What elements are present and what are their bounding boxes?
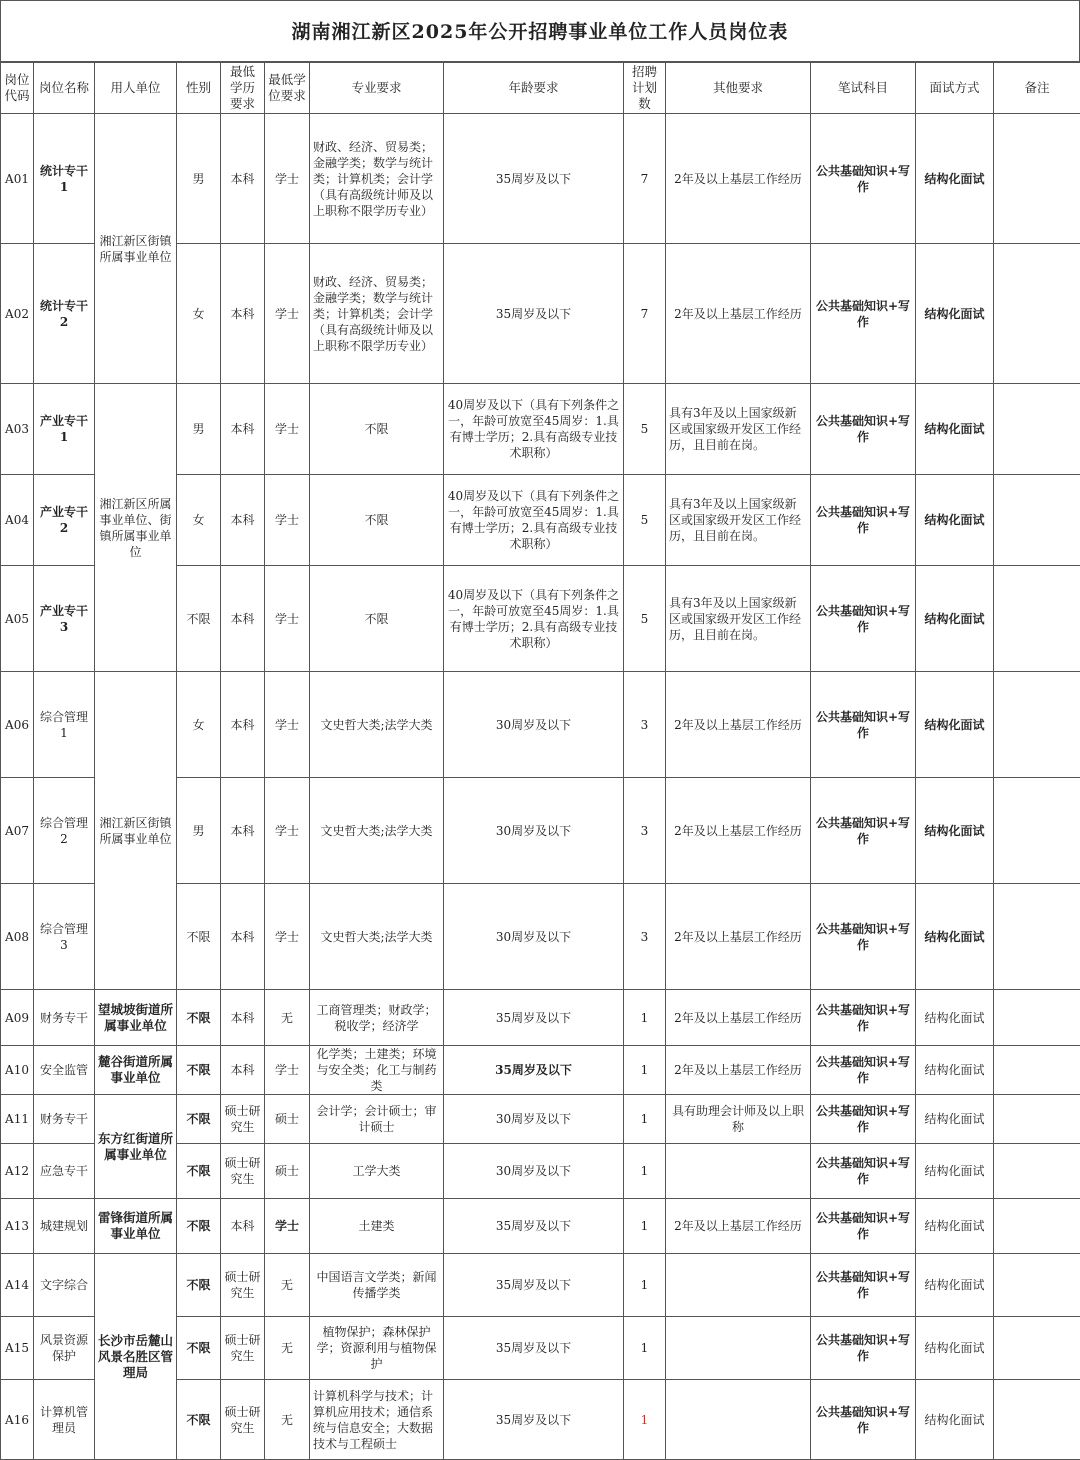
cell-degree: 学士 xyxy=(265,1199,310,1254)
cell-degree: 无 xyxy=(265,1254,310,1317)
cell-exam: 公共基础知识+写作 xyxy=(811,990,916,1046)
cell-edu: 本科 xyxy=(221,1199,265,1254)
cell-exam: 公共基础知识+写作 xyxy=(811,244,916,384)
cell-count: 3 xyxy=(624,884,666,990)
header-count: 招聘计划数 xyxy=(624,63,666,114)
cell-unit: 雷锋街道所属事业单位 xyxy=(95,1199,177,1254)
cell-code: A13 xyxy=(1,1199,34,1254)
cell-code: A05 xyxy=(1,566,34,672)
cell-interview: 结构化面试 xyxy=(916,475,994,566)
cell-major: 不限 xyxy=(310,475,444,566)
cell-exam: 公共基础知识+写作 xyxy=(811,1317,916,1380)
cell-exam: 公共基础知识+写作 xyxy=(811,1199,916,1254)
cell-count: 1 xyxy=(624,1317,666,1380)
cell-major: 植物保护；森林保护学；资源利用与植物保护 xyxy=(310,1317,444,1380)
cell-interview: 结构化面试 xyxy=(916,1317,994,1380)
cell-interview: 结构化面试 xyxy=(916,884,994,990)
cell-major: 财政、经济、贸易类；金融学类；数学与统计类；计算机类；会计学（具有高级统计师及以上职称不限学历专业） xyxy=(310,114,444,244)
cell-exam: 公共基础知识+写作 xyxy=(811,114,916,244)
cell-age: 35周岁及以下 xyxy=(444,1317,624,1380)
cell-edu: 本科 xyxy=(221,884,265,990)
cell-unit: 麓谷街道所属事业单位 xyxy=(95,1046,177,1095)
cell-code: A09 xyxy=(1,990,34,1046)
cell-note xyxy=(994,1046,1080,1095)
header-degree: 最低学位要求 xyxy=(265,63,310,114)
cell-gender: 男 xyxy=(177,778,221,884)
cell-count: 5 xyxy=(624,475,666,566)
cell-other: 2年及以上基层工作经历 xyxy=(666,672,811,778)
cell-code: A14 xyxy=(1,1254,34,1317)
cell-exam: 公共基础知识+写作 xyxy=(811,884,916,990)
cell-interview: 结构化面试 xyxy=(916,1046,994,1095)
cell-note xyxy=(994,1199,1080,1254)
cell-exam: 公共基础知识+写作 xyxy=(811,1144,916,1199)
cell-other: 2年及以上基层工作经历 xyxy=(666,244,811,384)
cell-edu: 本科 xyxy=(221,114,265,244)
cell-major: 财政、经济、贸易类；金融学类；数学与统计类；计算机类；会计学（具有高级统计师及以上职称不限学历专业） xyxy=(310,244,444,384)
cell-name: 统计专干2 xyxy=(34,244,95,384)
cell-interview: 结构化面试 xyxy=(916,1199,994,1254)
cell-edu: 本科 xyxy=(221,384,265,475)
cell-name: 综合管理1 xyxy=(34,672,95,778)
header-other: 其他要求 xyxy=(666,63,811,114)
cell-code: A01 xyxy=(1,114,34,244)
table-row xyxy=(1,1095,1080,1144)
cell-other xyxy=(666,1317,811,1380)
cell-unit: 望城坡街道所属事业单位 xyxy=(95,990,177,1046)
cell-major: 文史哲大类;法学大类 xyxy=(310,778,444,884)
cell-gender: 不限 xyxy=(177,1144,221,1199)
cell-degree: 学士 xyxy=(265,384,310,475)
cell-age: 35周岁及以下 xyxy=(444,1380,624,1460)
cell-degree: 学士 xyxy=(265,114,310,244)
cell-major: 计算机科学与技术；计算机应用技术；通信系统与信息安全；大数据技术与工程硕士 xyxy=(310,1380,444,1460)
header-row xyxy=(1,63,1080,114)
header-name: 岗位名称 xyxy=(34,63,95,114)
cell-note xyxy=(994,778,1080,884)
cell-count: 3 xyxy=(624,778,666,884)
cell-major: 工商管理类；财政学；税收学；经济学 xyxy=(310,990,444,1046)
cell-degree: 无 xyxy=(265,990,310,1046)
header-age: 年龄要求 xyxy=(444,63,624,114)
cell-edu: 硕士研究生 xyxy=(221,1144,265,1199)
cell-exam: 公共基础知识+写作 xyxy=(811,1380,916,1460)
cell-major: 化学类；土建类；环境与安全类；化工与制药类 xyxy=(310,1046,444,1095)
table-row xyxy=(1,114,1080,244)
cell-degree: 学士 xyxy=(265,672,310,778)
cell-gender: 女 xyxy=(177,475,221,566)
header-major: 专业要求 xyxy=(310,63,444,114)
cell-unit: 湘江新区街镇所属事业单位 xyxy=(95,114,177,384)
cell-name: 综合管理2 xyxy=(34,778,95,884)
cell-exam: 公共基础知识+写作 xyxy=(811,475,916,566)
cell-count: 5 xyxy=(624,384,666,475)
cell-note xyxy=(994,884,1080,990)
cell-name: 风景资源保护 xyxy=(34,1317,95,1380)
cell-name: 城建规划 xyxy=(34,1199,95,1254)
cell-age: 30周岁及以下 xyxy=(444,1144,624,1199)
cell-edu: 硕士研究生 xyxy=(221,1317,265,1380)
cell-note xyxy=(994,384,1080,475)
cell-code: A12 xyxy=(1,1144,34,1199)
cell-edu: 本科 xyxy=(221,1046,265,1095)
cell-count: 7 xyxy=(624,114,666,244)
cell-age: 40周岁及以下（具有下列条件之一，年龄可放宽至45周岁：1.具有博士学历；2.具有高级专业技术职称） xyxy=(444,384,624,475)
header-gender: 性别 xyxy=(177,63,221,114)
page-title: 湖南湘江新区2025年公开招聘事业单位工作人员岗位表 xyxy=(0,0,1080,62)
cell-degree: 学士 xyxy=(265,566,310,672)
cell-edu: 本科 xyxy=(221,566,265,672)
cell-name: 文字综合 xyxy=(34,1254,95,1317)
cell-major: 会计学；会计硕士；审计硕士 xyxy=(310,1095,444,1144)
table-row xyxy=(1,990,1080,1046)
cell-age: 35周岁及以下 xyxy=(444,1199,624,1254)
cell-major: 文史哲大类;法学大类 xyxy=(310,884,444,990)
cell-unit: 东方红街道所属事业单位 xyxy=(95,1095,177,1199)
cell-other xyxy=(666,1380,811,1460)
cell-exam: 公共基础知识+写作 xyxy=(811,1046,916,1095)
cell-gender: 女 xyxy=(177,672,221,778)
cell-code: A11 xyxy=(1,1095,34,1144)
cell-other: 具有3年及以上国家级新区或国家级开发区工作经历，且目前在岗。 xyxy=(666,475,811,566)
cell-edu: 本科 xyxy=(221,244,265,384)
cell-exam: 公共基础知识+写作 xyxy=(811,384,916,475)
cell-gender: 女 xyxy=(177,244,221,384)
cell-other: 具有3年及以上国家级新区或国家级开发区工作经历，且目前在岗。 xyxy=(666,566,811,672)
cell-count: 1 xyxy=(624,1380,666,1460)
cell-interview: 结构化面试 xyxy=(916,1095,994,1144)
cell-interview: 结构化面试 xyxy=(916,672,994,778)
cell-name: 财务专干 xyxy=(34,1095,95,1144)
cell-interview: 结构化面试 xyxy=(916,244,994,384)
cell-other xyxy=(666,1144,811,1199)
cell-code: A06 xyxy=(1,672,34,778)
cell-count: 1 xyxy=(624,990,666,1046)
cell-interview: 结构化面试 xyxy=(916,566,994,672)
table-row xyxy=(1,1254,1080,1317)
cell-major: 土建类 xyxy=(310,1199,444,1254)
cell-code: A10 xyxy=(1,1046,34,1095)
cell-edu: 硕士研究生 xyxy=(221,1254,265,1317)
cell-edu: 硕士研究生 xyxy=(221,1095,265,1144)
cell-code: A15 xyxy=(1,1317,34,1380)
cell-note xyxy=(994,244,1080,384)
cell-interview: 结构化面试 xyxy=(916,1380,994,1460)
cell-count: 7 xyxy=(624,244,666,384)
cell-gender: 不限 xyxy=(177,1095,221,1144)
cell-age: 35周岁及以下 xyxy=(444,1046,624,1095)
cell-gender: 不限 xyxy=(177,1380,221,1460)
cell-name: 计算机管理员 xyxy=(34,1380,95,1460)
cell-count: 5 xyxy=(624,566,666,672)
cell-major: 不限 xyxy=(310,566,444,672)
cell-name: 产业专干1 xyxy=(34,384,95,475)
cell-name: 统计专干1 xyxy=(34,114,95,244)
cell-age: 35周岁及以下 xyxy=(444,1254,624,1317)
cell-age: 35周岁及以下 xyxy=(444,114,624,244)
cell-gender: 男 xyxy=(177,384,221,475)
cell-note xyxy=(994,475,1080,566)
cell-age: 30周岁及以下 xyxy=(444,884,624,990)
cell-interview: 结构化面试 xyxy=(916,990,994,1046)
cell-note xyxy=(994,1317,1080,1380)
cell-other: 2年及以上基层工作经历 xyxy=(666,884,811,990)
cell-code: A04 xyxy=(1,475,34,566)
cell-edu: 硕士研究生 xyxy=(221,1380,265,1460)
cell-major: 文史哲大类;法学大类 xyxy=(310,672,444,778)
cell-major: 不限 xyxy=(310,384,444,475)
cell-unit: 湘江新区街镇所属事业单位 xyxy=(95,672,177,990)
cell-name: 财务专干 xyxy=(34,990,95,1046)
cell-other: 2年及以上基层工作经历 xyxy=(666,778,811,884)
cell-age: 35周岁及以下 xyxy=(444,990,624,1046)
cell-count: 1 xyxy=(624,1199,666,1254)
cell-note xyxy=(994,114,1080,244)
cell-note xyxy=(994,990,1080,1046)
cell-edu: 本科 xyxy=(221,990,265,1046)
header-edu: 最低学历要求 xyxy=(221,63,265,114)
cell-gender: 不限 xyxy=(177,1317,221,1380)
cell-exam: 公共基础知识+写作 xyxy=(811,1095,916,1144)
cell-name: 产业专干3 xyxy=(34,566,95,672)
cell-other xyxy=(666,1254,811,1317)
header-interview: 面试方式 xyxy=(916,63,994,114)
cell-degree: 学士 xyxy=(265,778,310,884)
cell-name: 安全监管 xyxy=(34,1046,95,1095)
cell-other: 2年及以上基层工作经历 xyxy=(666,1046,811,1095)
cell-other: 2年及以上基层工作经历 xyxy=(666,990,811,1046)
cell-gender: 不限 xyxy=(177,884,221,990)
cell-count: 1 xyxy=(624,1046,666,1095)
cell-age: 40周岁及以下（具有下列条件之一，年龄可放宽至45周岁：1.具有博士学历；2.具有高级专业技术职称） xyxy=(444,566,624,672)
cell-age: 40周岁及以下（具有下列条件之一，年龄可放宽至45周岁：1.具有博士学历；2.具有高级专业技术职称） xyxy=(444,475,624,566)
cell-gender: 不限 xyxy=(177,990,221,1046)
cell-edu: 本科 xyxy=(221,475,265,566)
cell-age: 35周岁及以下 xyxy=(444,244,624,384)
cell-count: 1 xyxy=(624,1144,666,1199)
cell-interview: 结构化面试 xyxy=(916,1144,994,1199)
cell-other: 具有助理会计师及以上职称 xyxy=(666,1095,811,1144)
cell-interview: 结构化面试 xyxy=(916,1254,994,1317)
cell-note xyxy=(994,566,1080,672)
positions-table xyxy=(0,62,1080,1460)
cell-interview: 结构化面试 xyxy=(916,384,994,475)
cell-gender: 不限 xyxy=(177,1046,221,1095)
cell-edu: 本科 xyxy=(221,672,265,778)
cell-edu: 本科 xyxy=(221,778,265,884)
cell-exam: 公共基础知识+写作 xyxy=(811,778,916,884)
cell-other: 具有3年及以上国家级新区或国家级开发区工作经历，且目前在岗。 xyxy=(666,384,811,475)
cell-count: 1 xyxy=(624,1095,666,1144)
cell-note xyxy=(994,1095,1080,1144)
cell-unit: 长沙市岳麓山风景名胜区管理局 xyxy=(95,1254,177,1460)
cell-degree: 无 xyxy=(265,1317,310,1380)
cell-degree: 学士 xyxy=(265,1046,310,1095)
cell-name: 应急专干 xyxy=(34,1144,95,1199)
cell-other: 2年及以上基层工作经历 xyxy=(666,114,811,244)
cell-note xyxy=(994,1144,1080,1199)
header-note: 备注 xyxy=(994,63,1080,114)
cell-gender: 不限 xyxy=(177,1199,221,1254)
table-row xyxy=(1,672,1080,778)
cell-gender: 不限 xyxy=(177,1254,221,1317)
header-exam: 笔试科目 xyxy=(811,63,916,114)
cell-code: A16 xyxy=(1,1380,34,1460)
table-row xyxy=(1,384,1080,475)
cell-count: 3 xyxy=(624,672,666,778)
cell-age: 30周岁及以下 xyxy=(444,1095,624,1144)
cell-count: 1 xyxy=(624,1254,666,1317)
cell-name: 综合管理3 xyxy=(34,884,95,990)
cell-degree: 硕士 xyxy=(265,1095,310,1144)
cell-exam: 公共基础知识+写作 xyxy=(811,1254,916,1317)
cell-degree: 硕士 xyxy=(265,1144,310,1199)
cell-code: A07 xyxy=(1,778,34,884)
cell-unit: 湘江新区所属事业单位、街镇所属事业单位 xyxy=(95,384,177,672)
cell-code: A02 xyxy=(1,244,34,384)
cell-major: 工学大类 xyxy=(310,1144,444,1199)
header-unit: 用人单位 xyxy=(95,63,177,114)
cell-code: A03 xyxy=(1,384,34,475)
cell-degree: 学士 xyxy=(265,244,310,384)
cell-name: 产业专干2 xyxy=(34,475,95,566)
table-row xyxy=(1,1199,1080,1254)
cell-gender: 男 xyxy=(177,114,221,244)
cell-other: 2年及以上基层工作经历 xyxy=(666,1199,811,1254)
header-code: 岗位代码 xyxy=(1,63,34,114)
cell-note xyxy=(994,1380,1080,1460)
cell-exam: 公共基础知识+写作 xyxy=(811,672,916,778)
cell-major: 中国语言文学类；新闻传播学类 xyxy=(310,1254,444,1317)
cell-interview: 结构化面试 xyxy=(916,114,994,244)
cell-code: A08 xyxy=(1,884,34,990)
cell-age: 30周岁及以下 xyxy=(444,672,624,778)
cell-note xyxy=(994,1254,1080,1317)
table-row xyxy=(1,1046,1080,1095)
cell-degree: 无 xyxy=(265,1380,310,1460)
cell-exam: 公共基础知识+写作 xyxy=(811,566,916,672)
cell-degree: 学士 xyxy=(265,884,310,990)
cell-gender: 不限 xyxy=(177,566,221,672)
cell-age: 30周岁及以下 xyxy=(444,778,624,884)
cell-degree: 学士 xyxy=(265,475,310,566)
cell-note xyxy=(994,672,1080,778)
cell-interview: 结构化面试 xyxy=(916,778,994,884)
